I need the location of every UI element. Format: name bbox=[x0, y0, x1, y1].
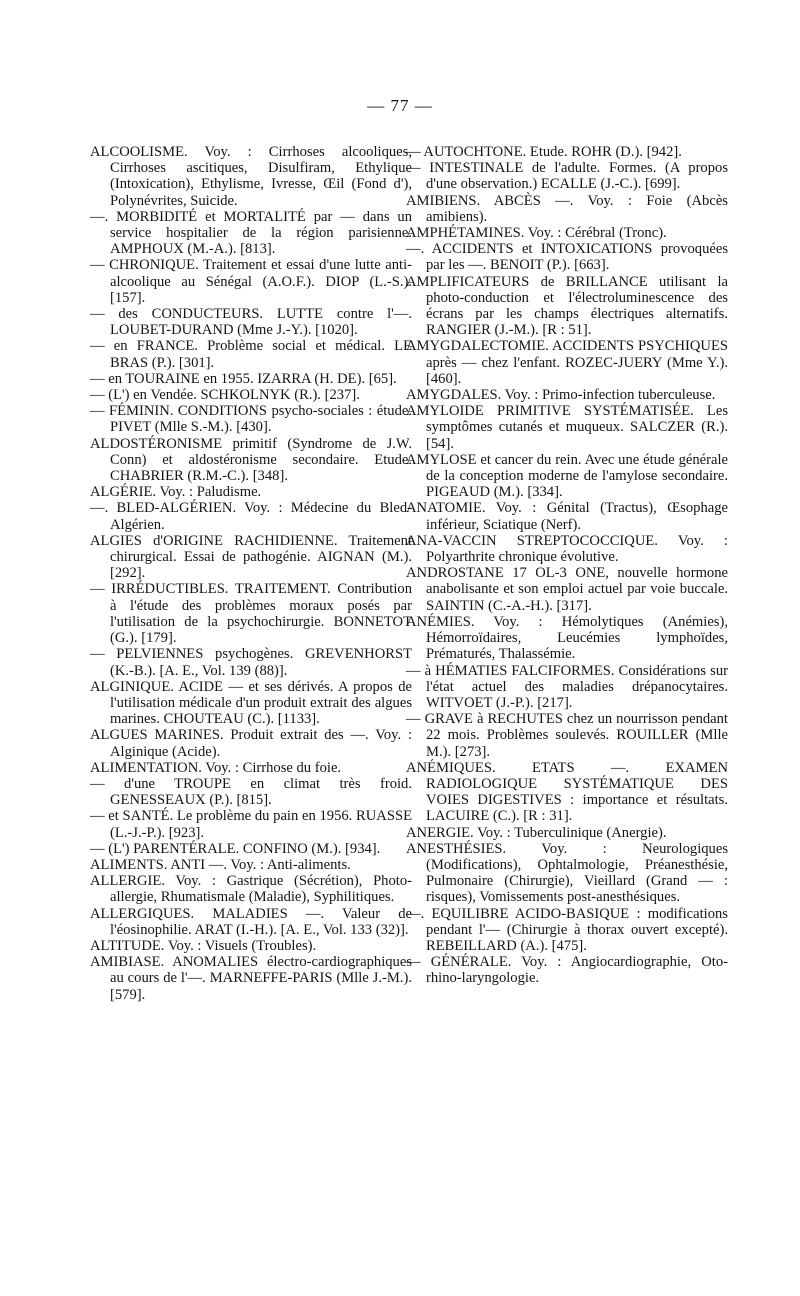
index-entry: AMYGDALECTOMIE. ACCIDENTS PSYCHIQUES après — chez l'enfant. ROZEC-JUERY (Mme Y.). [460]. bbox=[406, 338, 728, 387]
index-entry: AMIBIASE. ANOMALIES électro-cardiographiques au cours de l'—. MARNEFFE-PARIS (Mlle J.-M.). [579]. bbox=[90, 954, 412, 1003]
index-entry: ANDROSTANE 17 OL-3 ONE, nouvelle hormone anabolisante et son emploi actuel par voie buccale. SAINTIN (C.-A.-H.). [317]. bbox=[406, 565, 728, 614]
index-entry: — en FRANCE. Problème social et médical. LE BRAS (P.). [301]. bbox=[90, 338, 412, 371]
index-entry: ALCOOLISME. Voy. : Cirrhoses alcooliques, Cirrhoses ascitiques, Disulfiram, Ethylique (Intoxication), Ethylisme, Ivresse, Œil (Fond d'), Polynévrites, Suicide. bbox=[90, 144, 412, 209]
index-entry: —. EQUILIBRE ACIDO-BASIQUE : modifications pendant l'— (Chirurgie à thorax ouvert excepté). REBEILLARD (A.). [475]. bbox=[406, 905, 728, 954]
index-entry: ANA-VACCIN STREPTOCOCCIQUE. Voy. : Polyarthrite chronique évolutive. bbox=[406, 532, 728, 566]
index-entry: —. ACCIDENTS et INTOXICATIONS provoquées par les —. BENOIT (P.). [663]. bbox=[406, 241, 728, 274]
index-entry: ALLERGIE. Voy. : Gastrique (Sécrétion), Photo-allergie, Rhumatismale (Maladie), Syphilitiques. bbox=[90, 873, 412, 906]
index-entry: — INTESTINALE de l'adulte. Formes. (A propos d'une observation.) ECALLE (J.-C.). [699]. bbox=[406, 160, 728, 193]
index-entry: ANERGIE. Voy. : Tuberculinique (Anergie). bbox=[406, 824, 667, 841]
index-entry: — à HÉMATIES FALCIFORMES. Considérations sur l'état actuel des maladies drépanocytaires. WITVOET (J.-P.). [217]. bbox=[406, 662, 728, 711]
index-entry: — en TOURAINE en 1955. IZARRA (H. DE). [65]. bbox=[90, 370, 397, 387]
index-entry: — IRRÉDUCTIBLES. TRAITEMENT. Contribution à l'étude des problèmes moraux posés par l'utilisation de la psychochirurgie. BONNETOT (G.). [179]. bbox=[90, 581, 412, 647]
index-entry: — GRAVE à RECHUTES chez un nourrisson pendant 22 mois. Problèmes soulevés. ROUILLER (Mlle M.). [273]. bbox=[406, 711, 728, 760]
index-entry: ALIMENTS. ANTI —. Voy. : Anti-aliments. bbox=[90, 856, 351, 873]
index-entry: ALLERGIQUES. MALADIES —. Valeur de l'éosinophilie. ARAT (I.-H.). [A. E., Vol. 133 (32)]. bbox=[90, 905, 412, 938]
index-entry: AMPLIFICATEURS de BRILLANCE utilisant la photo-conduction et l'électroluminescence des écrans par les champs électriques alternatifs. RANGIER (J.-M.). [R : 51]. bbox=[406, 273, 728, 339]
index-entry: —. BLED-ALGÉRIEN. Voy. : Médecine du Bled-Algérien. bbox=[90, 500, 412, 533]
index-entry: ANESTHÉSIES. Voy. : Neurologiques (Modifications), Ophtalmologie, Préanesthésie, Pulmonaire (Chirurgie), Vieillard (Grand — : risques), Vomissements post-anesthésiques. bbox=[406, 840, 728, 906]
right-column bbox=[406, 144, 728, 987]
page-number: — 77 — bbox=[367, 96, 433, 115]
index-entry: AMYGDALES. Voy. : Primo-infection tuberculeuse. bbox=[406, 387, 716, 404]
index-entry: — PELVIENNES psychogènes. GREVENHORST (K.-B.). [A. E., Vol. 139 (88)]. bbox=[90, 646, 412, 679]
index-entry: — FÉMININ. CONDITIONS psycho-sociales : étude. PIVET (Mlle S.-M.). [430]. bbox=[90, 403, 412, 436]
index-entry: ALGIES d'ORIGINE RACHIDIENNE. Traitement chirurgical. Essai de pathogénie. AIGNAN (M.). [292]. bbox=[90, 532, 412, 582]
index-entry: — d'une TROUPE en climat très froid. GENESSEAUX (P.). [815]. bbox=[90, 775, 412, 809]
index-entry: ALDOSTÉRONISME primitif (Syndrome de J.W. Conn) et aldostéronisme secondaire. Etude. CHABRIER (R.M.-C.). [348]. bbox=[90, 435, 412, 485]
index-entry: — des CONDUCTEURS. LUTTE contre l'—. LOUBET-DURAND (Mme J.-Y.). [1020]. bbox=[90, 306, 412, 339]
index-entry: AMYLOIDE PRIMITIVE SYSTÉMATISÉE. Les symptômes cutanés et muqueux. SALCZER (R.). [54]. bbox=[406, 403, 728, 452]
index-entry: AMPHÉTAMINES. Voy. : Cérébral (Tronc). bbox=[406, 225, 667, 242]
index-entry: ANÉMIQUES. ETATS —. EXAMEN RADIOLOGIQUE SYSTÉMATIQUE DES VOIES DIGESTIVES : importance et résultats. LACUIRE (C.). [R : 31]. bbox=[406, 759, 728, 825]
index-entry: ALGUES MARINES. Produit extrait des —. Voy. : Alginique (Acide). bbox=[90, 727, 412, 760]
index-entry: ALIMENTATION. Voy. : Cirrhose du foie. bbox=[90, 759, 342, 776]
index-entry: — GÉNÉRALE. Voy. : Angiocardiographie, Oto-rhino-laryngologie. bbox=[406, 954, 728, 987]
index-entry: — AUTOCHTONE. Etude. ROHR (D.). [942]. bbox=[406, 144, 682, 160]
index-entry: — (L') PARENTÉRALE. CONFINO (M.). [934]. bbox=[90, 840, 381, 857]
index-entry: — (L') en Vendée. SCHKOLNYK (R.). [237]. bbox=[90, 387, 360, 404]
index-entry: — CHRONIQUE. Traitement et essai d'une lutte anti-alcoolique au Sénégal (A.O.F.). DIOP (L.-S.). [157]. bbox=[90, 257, 412, 306]
index-entry: ANÉMIES. Voy. : Hémolytiques (Anémies), Hémorroïdaires, Leucémies lymphoïdes, Prématurés, Thalassémie. bbox=[406, 613, 728, 663]
left-column bbox=[90, 144, 412, 1003]
index-entry: ALGÉRIE. Voy. : Paludisme. bbox=[90, 484, 262, 501]
index-entry: AMYLOSE et cancer du rein. Avec une étude générale de la conception moderne de l'amylose secondaire. PIGEAUD (M.). [334]. bbox=[406, 451, 728, 501]
index-entry: ALTITUDE. Voy. : Visuels (Troubles). bbox=[90, 937, 317, 954]
index-entry: AMIBIENS. ABCÈS —. Voy. : Foie (Abcès amibiens). bbox=[406, 192, 728, 225]
index-entry: —. MORBIDITÉ et MORTALITÉ par — dans un service hospitalier de la région parisienne. AMPHOUX (M.-A.). [813]. bbox=[90, 208, 412, 258]
index-entry: ANATOMIE. Voy. : Génital (Tractus), Œsophage inférieur, Sciatique (Nerf). bbox=[406, 500, 728, 533]
index-entry: — et SANTÉ. Le problème du pain en 1956. RUASSE (L.-J.-P.). [923]. bbox=[90, 808, 412, 841]
index-entry: ALGINIQUE. ACIDE — et ses dérivés. A propos de l'utilisation médicale d'un produit extrait des algues marines. CHOUTEAU (C.). [1133]. bbox=[90, 678, 412, 728]
